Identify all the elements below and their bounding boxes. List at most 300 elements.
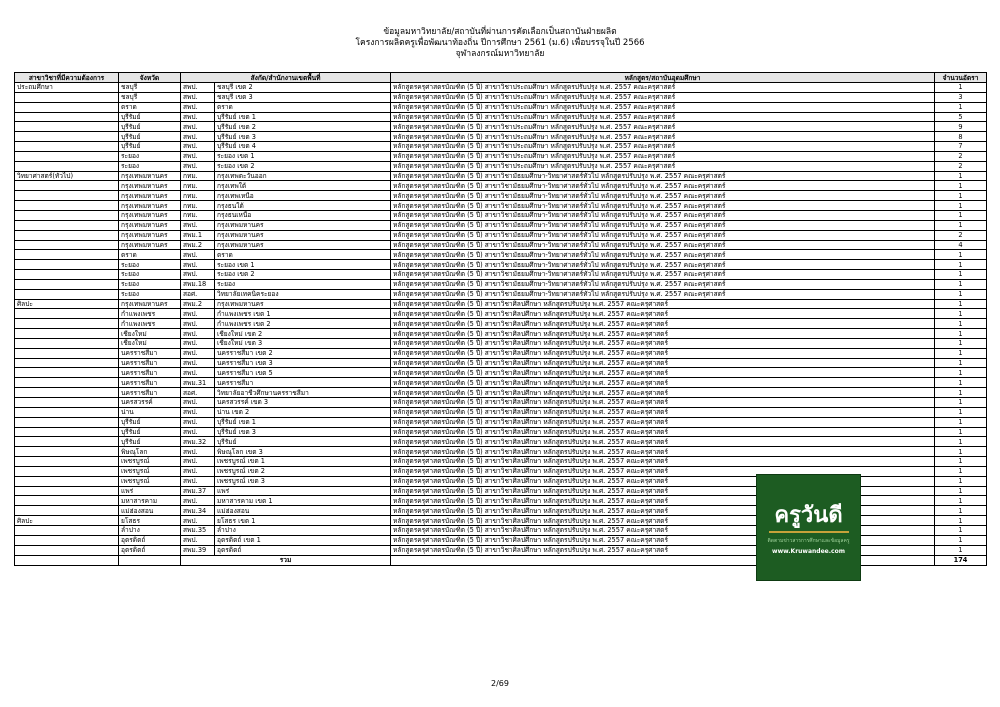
office-code-cell: สพป. xyxy=(181,516,215,526)
table-row xyxy=(15,329,987,339)
table-row xyxy=(15,151,987,161)
major-cell xyxy=(15,447,119,457)
office-code-cell: สพป. xyxy=(181,112,215,122)
major-cell xyxy=(15,476,119,486)
province-cell: แพร่ xyxy=(119,486,181,496)
count-cell: 1 xyxy=(935,417,987,427)
table-row xyxy=(15,319,987,329)
major-cell xyxy=(15,368,119,378)
office-name-cell: นครราชสีมา เขต 2 xyxy=(215,348,391,358)
major-cell xyxy=(15,250,119,260)
province-cell: เพชรบูรณ์ xyxy=(119,457,181,467)
office-code-cell: สอศ. xyxy=(181,388,215,398)
office-code-cell: สพป. xyxy=(181,151,215,161)
province-cell: แม่ฮ่องสอน xyxy=(119,506,181,516)
count-cell: 1 xyxy=(935,191,987,201)
count-cell: 1 xyxy=(935,388,987,398)
count-cell: 1 xyxy=(935,358,987,368)
major-cell xyxy=(15,466,119,476)
count-cell: 1 xyxy=(935,486,987,496)
province-cell: นครราชสีมา xyxy=(119,358,181,368)
table-row xyxy=(15,142,987,152)
province-cell: กรุงเทพมหานคร xyxy=(119,201,181,211)
office-code-cell: กทม. xyxy=(181,171,215,181)
province-cell: นครราชสีมา xyxy=(119,388,181,398)
count-cell: 1 xyxy=(935,102,987,112)
province-cell: กรุงเทพมหานคร xyxy=(119,240,181,250)
header-line-1: ข้อมูลมหาวิทยาลัย/สถาบันที่ผ่านการคัดเลือกเป็นสถาบันฝ่ายผลิต xyxy=(383,27,617,37)
province-cell: กรุงเทพมหานคร xyxy=(119,191,181,201)
office-code-cell: สพม.31 xyxy=(181,378,215,388)
total-value: 174 xyxy=(935,555,987,565)
office-name-cell: นครราชสีมา xyxy=(215,378,391,388)
program-cell: หลักสูตรครุศาสตรบัณฑิต (5 ปี) สาขาวิชาศิลปศึกษา หลักสูตรปรับปรุง พ.ศ. 2557 คณะครุศาสตร์ xyxy=(391,398,935,408)
major-cell xyxy=(15,220,119,230)
count-cell: 2 xyxy=(935,230,987,240)
table-row xyxy=(15,447,987,457)
program-cell: หลักสูตรครุศาสตรบัณฑิต (5 ปี) สาขาวิชาประถมศึกษา หลักสูตรปรับปรุง พ.ศ. 2557 คณะครุศาสตร์ xyxy=(391,102,935,112)
count-cell: 1 xyxy=(935,260,987,270)
major-cell: ประถมศึกษา xyxy=(15,83,119,93)
header-line-2: โครงการผลิตครูเพื่อพัฒนาท้องถิ่น ปีการศึกษา 2561 (ม.6) เพื่อบรรจุในปี 2566 xyxy=(355,38,645,48)
province-cell: นครราชสีมา xyxy=(119,348,181,358)
major-cell xyxy=(15,427,119,437)
province-cell: ระยอง xyxy=(119,260,181,270)
table-row xyxy=(15,338,987,348)
province-cell: ระยอง xyxy=(119,161,181,171)
table-row xyxy=(15,427,987,437)
total-blank-2 xyxy=(119,555,181,565)
office-name-cell: กรุงธนใต้ xyxy=(215,201,391,211)
office-code-cell: กทม. xyxy=(181,210,215,220)
office-code-cell: สพม.2 xyxy=(181,299,215,309)
province-cell: กำแพงเพชร xyxy=(119,309,181,319)
program-cell: หลักสูตรครุศาสตรบัณฑิต (5 ปี) สาขาวิชาศิลปศึกษา หลักสูตรปรับปรุง พ.ศ. 2557 คณะครุศาสตร์ xyxy=(391,319,935,329)
program-cell: หลักสูตรครุศาสตรบัณฑิต (5 ปี) สาขาวิชาศิลปศึกษา หลักสูตรปรับปรุง พ.ศ. 2557 คณะครุศาสตร์ xyxy=(391,545,935,555)
office-name-cell: ระยอง xyxy=(215,279,391,289)
program-cell: หลักสูตรครุศาสตรบัณฑิต (5 ปี) สาขาวิชามัธยมศึกษา-วิทยาศาสตร์ทั่วไป หลักสูตรปรับปรุง พ.ศ. 2557 คณะครุศาสตร์ xyxy=(391,171,935,181)
province-cell: นครราชสีมา xyxy=(119,368,181,378)
major-cell xyxy=(15,161,119,171)
province-cell: ระยอง xyxy=(119,279,181,289)
office-code-cell: สพป. xyxy=(181,260,215,270)
office-name-cell: ชลบุรี เขต 3 xyxy=(215,92,391,102)
program-cell: หลักสูตรครุศาสตรบัณฑิต (5 ปี) สาขาวิชามัธยมศึกษา-วิทยาศาสตร์ทั่วไป หลักสูตรปรับปรุง พ.ศ. 2557 คณะครุศาสตร์ xyxy=(391,250,935,260)
count-cell: 1 xyxy=(935,309,987,319)
province-cell: บุรีรัมย์ xyxy=(119,132,181,142)
table-row xyxy=(15,398,987,408)
count-cell: 1 xyxy=(935,171,987,181)
province-cell: ตราด xyxy=(119,102,181,112)
major-cell xyxy=(15,142,119,152)
office-name-cell: ชลบุรี เขต 2 xyxy=(215,83,391,93)
province-cell: พิษณุโลก xyxy=(119,447,181,457)
table-row xyxy=(15,161,987,171)
table-row xyxy=(15,279,987,289)
office-name-cell: ระยอง เขต 2 xyxy=(215,161,391,171)
major-cell xyxy=(15,201,119,211)
office-name-cell: บุรีรัมย์ เขต 4 xyxy=(215,142,391,152)
total-blank-1 xyxy=(15,555,119,565)
major-cell xyxy=(15,398,119,408)
header-line-3: จุฬาลงกรณ์มหาวิทยาลัย xyxy=(455,49,545,59)
office-name-cell: นครราชสีมา เขต 5 xyxy=(215,368,391,378)
col-header-province: จังหวัด xyxy=(119,73,181,83)
office-code-cell: สพป. xyxy=(181,457,215,467)
major-cell xyxy=(15,437,119,447)
office-name-cell: อุตรดิตถ์ เขต 1 xyxy=(215,535,391,545)
province-cell: เชียงใหม่ xyxy=(119,338,181,348)
table-row xyxy=(15,457,987,467)
office-name-cell: แม่ฮ่องสอน xyxy=(215,506,391,516)
program-cell: หลักสูตรครุศาสตรบัณฑิต (5 ปี) สาขาวิชาศิลปศึกษา หลักสูตรปรับปรุง พ.ศ. 2557 คณะครุศาสตร์ xyxy=(391,466,935,476)
office-code-cell: สพม.35 xyxy=(181,525,215,535)
major-cell xyxy=(15,181,119,191)
major-cell xyxy=(15,388,119,398)
province-cell: อุตรดิตถ์ xyxy=(119,545,181,555)
table-row xyxy=(15,201,987,211)
table-row xyxy=(15,388,987,398)
office-name-cell: บุรีรัมย์ เขต 3 xyxy=(215,132,391,142)
office-name-cell: แพร่ xyxy=(215,486,391,496)
province-cell: บุรีรัมย์ xyxy=(119,112,181,122)
major-cell xyxy=(15,151,119,161)
count-cell: 1 xyxy=(935,201,987,211)
province-cell: ระยอง xyxy=(119,151,181,161)
program-cell: หลักสูตรครุศาสตรบัณฑิต (5 ปี) สาขาวิชาศิลปศึกษา หลักสูตรปรับปรุง พ.ศ. 2557 คณะครุศาสตร์ xyxy=(391,407,935,417)
office-name-cell: บุรีรัมย์ เขต 1 xyxy=(215,417,391,427)
program-cell: หลักสูตรครุศาสตรบัณฑิต (5 ปี) สาขาวิชาศิลปศึกษา หลักสูตรปรับปรุง พ.ศ. 2557 คณะครุศาสตร์ xyxy=(391,417,935,427)
table-row xyxy=(15,220,987,230)
program-cell: หลักสูตรครุศาสตรบัณฑิต (5 ปี) สาขาวิชาประถมศึกษา หลักสูตรปรับปรุง พ.ศ. 2557 คณะครุศาสตร์ xyxy=(391,112,935,122)
program-cell: หลักสูตรครุศาสตรบัณฑิต (5 ปี) สาขาวิชาศิลปศึกษา หลักสูตรปรับปรุง พ.ศ. 2557 คณะครุศาสตร์ xyxy=(391,525,935,535)
office-code-cell: สพม.39 xyxy=(181,545,215,555)
program-cell: หลักสูตรครุศาสตรบัณฑิต (5 ปี) สาขาวิชาศิลปศึกษา หลักสูตรปรับปรุง พ.ศ. 2557 คณะครุศาสตร์ xyxy=(391,476,935,486)
table-row xyxy=(15,171,987,181)
major-cell xyxy=(15,329,119,339)
kruwandee-watermark-logo xyxy=(756,474,861,581)
office-code-cell: สพป. xyxy=(181,535,215,545)
major-cell: ศิลปะ xyxy=(15,299,119,309)
table-row xyxy=(15,230,987,240)
program-cell: หลักสูตรครุศาสตรบัณฑิต (5 ปี) สาขาวิชาศิลปศึกษา หลักสูตรปรับปรุง พ.ศ. 2557 คณะครุศาสตร์ xyxy=(391,388,935,398)
table-row xyxy=(15,92,987,102)
office-code-cell: สพม.18 xyxy=(181,279,215,289)
office-code-cell: สพป. xyxy=(181,92,215,102)
table-row xyxy=(15,407,987,417)
count-cell: 1 xyxy=(935,516,987,526)
major-cell xyxy=(15,191,119,201)
count-cell: 1 xyxy=(935,437,987,447)
office-code-cell: สพป. xyxy=(181,329,215,339)
major-cell xyxy=(15,279,119,289)
major-cell xyxy=(15,378,119,388)
major-cell xyxy=(15,132,119,142)
office-code-cell: กทม. xyxy=(181,201,215,211)
office-name-cell: ยโสธร เขต 1 xyxy=(215,516,391,526)
program-cell: หลักสูตรครุศาสตรบัณฑิต (5 ปี) สาขาวิชาศิลปศึกษา หลักสูตรปรับปรุง พ.ศ. 2557 คณะครุศาสตร์ xyxy=(391,457,935,467)
program-cell: หลักสูตรครุศาสตรบัณฑิต (5 ปี) สาขาวิชาศิลปศึกษา หลักสูตรปรับปรุง พ.ศ. 2557 คณะครุศาสตร์ xyxy=(391,427,935,437)
province-cell: บุรีรัมย์ xyxy=(119,417,181,427)
province-cell: น่าน xyxy=(119,407,181,417)
office-name-cell: ลำปาง xyxy=(215,525,391,535)
count-cell: 1 xyxy=(935,348,987,358)
count-cell: 1 xyxy=(935,319,987,329)
major-cell xyxy=(15,348,119,358)
province-cell: อุตรดิตถ์ xyxy=(119,535,181,545)
watermark-title: ครูวันดี xyxy=(774,503,843,528)
table-row xyxy=(15,270,987,280)
count-cell: 8 xyxy=(935,132,987,142)
table-row xyxy=(15,132,987,142)
program-cell: หลักสูตรครุศาสตรบัณฑิต (5 ปี) สาขาวิชาศิลปศึกษา หลักสูตรปรับปรุง พ.ศ. 2557 คณะครุศาสตร์ xyxy=(391,329,935,339)
count-cell: 7 xyxy=(935,142,987,152)
major-cell xyxy=(15,270,119,280)
program-cell: หลักสูตรครุศาสตรบัณฑิต (5 ปี) สาขาวิชาประถมศึกษา หลักสูตรปรับปรุง พ.ศ. 2557 คณะครุศาสตร์ xyxy=(391,142,935,152)
count-cell: 1 xyxy=(935,496,987,506)
province-cell: ยโสธร xyxy=(119,516,181,526)
count-cell: 9 xyxy=(935,122,987,132)
program-cell: หลักสูตรครุศาสตรบัณฑิต (5 ปี) สาขาวิชาศิลปศึกษา หลักสูตรปรับปรุง พ.ศ. 2557 คณะครุศาสตร์ xyxy=(391,486,935,496)
office-name-cell: ระยอง เขต 2 xyxy=(215,270,391,280)
program-cell: หลักสูตรครุศาสตรบัณฑิต (5 ปี) สาขาวิชาศิลปศึกษา หลักสูตรปรับปรุง พ.ศ. 2557 คณะครุศาสตร์ xyxy=(391,309,935,319)
program-cell: หลักสูตรครุศาสตรบัณฑิต (5 ปี) สาขาวิชาศิลปศึกษา หลักสูตรปรับปรุง พ.ศ. 2557 คณะครุศาสตร์ xyxy=(391,368,935,378)
program-cell: หลักสูตรครุศาสตรบัณฑิต (5 ปี) สาขาวิชามัธยมศึกษา-วิทยาศาสตร์ทั่วไป หลักสูตรปรับปรุง พ.ศ. 2557 คณะครุศาสตร์ xyxy=(391,210,935,220)
office-code-cell: กทม. xyxy=(181,181,215,191)
table-header-row xyxy=(15,73,987,83)
office-name-cell: บุรีรัมย์ เขต 1 xyxy=(215,112,391,122)
program-cell: หลักสูตรครุศาสตรบัณฑิต (5 ปี) สาขาวิชาศิลปศึกษา หลักสูตรปรับปรุง พ.ศ. 2557 คณะครุศาสตร์ xyxy=(391,496,935,506)
program-cell: หลักสูตรครุศาสตรบัณฑิต (5 ปี) สาขาวิชามัธยมศึกษา-วิทยาศาสตร์ทั่วไป หลักสูตรปรับปรุง พ.ศ. 2557 คณะครุศาสตร์ xyxy=(391,181,935,191)
program-cell: หลักสูตรครุศาสตรบัณฑิต (5 ปี) สาขาวิชาศิลปศึกษา หลักสูตรปรับปรุง พ.ศ. 2557 คณะครุศาสตร์ xyxy=(391,447,935,457)
program-cell: หลักสูตรครุศาสตรบัณฑิต (5 ปี) สาขาวิชาประถมศึกษา หลักสูตรปรับปรุง พ.ศ. 2557 คณะครุศาสตร์ xyxy=(391,132,935,142)
province-cell: ตราด xyxy=(119,250,181,260)
count-cell: 3 xyxy=(935,92,987,102)
count-cell: 1 xyxy=(935,368,987,378)
office-code-cell: สพป. xyxy=(181,132,215,142)
table-row xyxy=(15,112,987,122)
office-code-cell: สพม.1 xyxy=(181,230,215,240)
program-cell: หลักสูตรครุศาสตรบัณฑิต (5 ปี) สาขาวิชามัธยมศึกษา-วิทยาศาสตร์ทั่วไป หลักสูตรปรับปรุง พ.ศ. 2557 คณะครุศาสตร์ xyxy=(391,220,935,230)
province-cell: กรุงเทพมหานคร xyxy=(119,299,181,309)
major-cell xyxy=(15,102,119,112)
program-cell: หลักสูตรครุศาสตรบัณฑิต (5 ปี) สาขาวิชามัธยมศึกษา-วิทยาศาสตร์ทั่วไป หลักสูตรปรับปรุง พ.ศ. 2557 คณะครุศาสตร์ xyxy=(391,260,935,270)
program-cell: หลักสูตรครุศาสตรบัณฑิต (5 ปี) สาขาวิชามัธยมศึกษา-วิทยาศาสตร์ทั่วไป หลักสูตรปรับปรุง พ.ศ. 2557 คณะครุศาสตร์ xyxy=(391,279,935,289)
program-cell: หลักสูตรครุศาสตรบัณฑิต (5 ปี) สาขาวิชาประถมศึกษา หลักสูตรปรับปรุง พ.ศ. 2557 คณะครุศาสตร์ xyxy=(391,151,935,161)
major-cell xyxy=(15,457,119,467)
office-name-cell: เพชรบูรณ์ เขต 1 xyxy=(215,457,391,467)
count-cell: 1 xyxy=(935,250,987,260)
office-code-cell: สพม.2 xyxy=(181,240,215,250)
office-code-cell: สพป. xyxy=(181,83,215,93)
major-cell xyxy=(15,358,119,368)
province-cell: กรุงเทพมหานคร xyxy=(119,220,181,230)
table-row xyxy=(15,437,987,447)
table-row xyxy=(15,358,987,368)
office-code-cell: สพป. xyxy=(181,161,215,171)
document-header xyxy=(0,27,1000,60)
province-cell: กรุงเทพมหานคร xyxy=(119,230,181,240)
program-cell: หลักสูตรครุศาสตรบัณฑิต (5 ปี) สาขาวิชามัธยมศึกษา-วิทยาศาสตร์ทั่วไป หลักสูตรปรับปรุง พ.ศ. 2557 คณะครุศาสตร์ xyxy=(391,230,935,240)
count-cell: 1 xyxy=(935,457,987,467)
office-name-cell: กำแพงเพชร เขต 1 xyxy=(215,309,391,319)
office-name-cell: มหาสารคาม เขต 1 xyxy=(215,496,391,506)
count-cell: 1 xyxy=(935,398,987,408)
count-cell: 1 xyxy=(935,476,987,486)
office-code-cell: สพป. xyxy=(181,319,215,329)
table-row xyxy=(15,289,987,299)
major-cell xyxy=(15,407,119,417)
office-code-cell: สพป. xyxy=(181,407,215,417)
office-name-cell: บุรีรัมย์ เขต 3 xyxy=(215,427,391,437)
office-code-cell: สพป. xyxy=(181,338,215,348)
office-code-cell: สพป. xyxy=(181,417,215,427)
count-cell: 1 xyxy=(935,338,987,348)
office-name-cell: กรุงเทพมหานคร xyxy=(215,230,391,240)
major-cell xyxy=(15,260,119,270)
province-cell: มหาสารคาม xyxy=(119,496,181,506)
office-name-cell: ระยอง เขต 1 xyxy=(215,260,391,270)
col-header-program: หลักสูตร/สถาบันอุดมศึกษา xyxy=(391,73,935,83)
office-name-cell: กรุงเทพมหานคร xyxy=(215,220,391,230)
program-cell: หลักสูตรครุศาสตรบัณฑิต (5 ปี) สาขาวิชาศิลปศึกษา หลักสูตรปรับปรุง พ.ศ. 2557 คณะครุศาสตร์ xyxy=(391,358,935,368)
office-name-cell: นครราชสีมา เขต 3 xyxy=(215,358,391,368)
office-code-cell: สพป. xyxy=(181,476,215,486)
program-cell: หลักสูตรครุศาสตรบัณฑิต (5 ปี) สาขาวิชาศิลปศึกษา หลักสูตรปรับปรุง พ.ศ. 2557 คณะครุศาสตร์ xyxy=(391,348,935,358)
office-name-cell: วิทยาลัยอาชีวศึกษานครราชสีมา xyxy=(215,388,391,398)
program-cell: หลักสูตรครุศาสตรบัณฑิต (5 ปี) สาขาวิชาประถมศึกษา หลักสูตรปรับปรุง พ.ศ. 2557 คณะครุศาสตร์ xyxy=(391,92,935,102)
table-row xyxy=(15,378,987,388)
province-cell: ลำปาง xyxy=(119,525,181,535)
program-cell: หลักสูตรครุศาสตรบัณฑิต (5 ปี) สาขาวิชามัธยมศึกษา-วิทยาศาสตร์ทั่วไป หลักสูตรปรับปรุง พ.ศ. 2557 คณะครุศาสตร์ xyxy=(391,191,935,201)
office-code-cell: สพม.32 xyxy=(181,437,215,447)
province-cell: เพชรบูรณ์ xyxy=(119,466,181,476)
major-cell xyxy=(15,112,119,122)
watermark-divider xyxy=(769,531,849,533)
office-name-cell: นครสวรรค์ เขต 3 xyxy=(215,398,391,408)
province-cell: กรุงเทพมหานคร xyxy=(119,210,181,220)
office-code-cell: สพป. xyxy=(181,358,215,368)
program-cell: หลักสูตรครุศาสตรบัณฑิต (5 ปี) สาขาวิชามัธยมศึกษา-วิทยาศาสตร์ทั่วไป หลักสูตรปรับปรุง พ.ศ. 2557 คณะครุศาสตร์ xyxy=(391,270,935,280)
col-header-major: สาขาวิชาที่มีความต้องการ xyxy=(15,73,119,83)
office-name-cell: วิทยาลัยเทคนิคระยอง xyxy=(215,289,391,299)
table-row xyxy=(15,368,987,378)
major-cell xyxy=(15,506,119,516)
watermark-tagline: ติดตามข่าวสารการศึกษาและข้อมูลครู xyxy=(767,538,850,544)
count-cell: 1 xyxy=(935,270,987,280)
office-name-cell: บุรีรัมย์ เขต 2 xyxy=(215,122,391,132)
count-cell: 1 xyxy=(935,506,987,516)
major-cell xyxy=(15,309,119,319)
table-row xyxy=(15,191,987,201)
office-code-cell: สพป. xyxy=(181,496,215,506)
col-header-count: จำนวนอัตรา xyxy=(935,73,987,83)
office-code-cell: สพป. xyxy=(181,368,215,378)
province-cell: ชลบุรี xyxy=(119,92,181,102)
province-cell: นครสวรรค์ xyxy=(119,398,181,408)
office-name-cell: กำแพงเพชร เขต 2 xyxy=(215,319,391,329)
province-cell: บุรีรัมย์ xyxy=(119,437,181,447)
count-cell: 1 xyxy=(935,329,987,339)
major-cell: ศิลปะ xyxy=(15,516,119,526)
office-name-cell: บุรีรัมย์ xyxy=(215,437,391,447)
count-cell: 1 xyxy=(935,299,987,309)
table-row xyxy=(15,102,987,112)
office-name-cell: เพชรบูรณ์ เขต 2 xyxy=(215,466,391,476)
province-cell: เพชรบูรณ์ xyxy=(119,476,181,486)
office-name-cell: ตราด xyxy=(215,250,391,260)
count-cell: 1 xyxy=(935,535,987,545)
table-row xyxy=(15,122,987,132)
count-cell: 2 xyxy=(935,151,987,161)
province-cell: บุรีรัมย์ xyxy=(119,142,181,152)
office-name-cell: กรุงเทพเหนือ xyxy=(215,191,391,201)
major-cell xyxy=(15,545,119,555)
count-cell: 1 xyxy=(935,378,987,388)
count-cell: 1 xyxy=(935,289,987,299)
table-row xyxy=(15,348,987,358)
program-cell: หลักสูตรครุศาสตรบัณฑิต (5 ปี) สาขาวิชาประถมศึกษา หลักสูตรปรับปรุง พ.ศ. 2557 คณะครุศาสตร์ xyxy=(391,161,935,171)
count-cell: 1 xyxy=(935,181,987,191)
office-name-cell: กรุงเทพตะวันออก xyxy=(215,171,391,181)
table-row xyxy=(15,83,987,93)
office-code-cell: สพป. xyxy=(181,398,215,408)
program-cell: หลักสูตรครุศาสตรบัณฑิต (5 ปี) สาขาวิชาศิลปศึกษา หลักสูตรปรับปรุง พ.ศ. 2557 คณะครุศาสตร์ xyxy=(391,437,935,447)
table-row xyxy=(15,250,987,260)
count-cell: 1 xyxy=(935,545,987,555)
count-cell: 2 xyxy=(935,161,987,171)
office-code-cell: สพป. xyxy=(181,220,215,230)
table-row xyxy=(15,299,987,309)
table-row xyxy=(15,210,987,220)
major-cell xyxy=(15,525,119,535)
office-name-cell: ตราด xyxy=(215,102,391,112)
office-code-cell: สพป. xyxy=(181,348,215,358)
table-row xyxy=(15,417,987,427)
program-cell: หลักสูตรครุศาสตรบัณฑิต (5 ปี) สาขาวิชาศิลปศึกษา หลักสูตรปรับปรุง พ.ศ. 2557 คณะครุศาสตร์ xyxy=(391,338,935,348)
office-code-cell: สพม.34 xyxy=(181,506,215,516)
count-cell: 4 xyxy=(935,240,987,250)
office-code-cell: สพป. xyxy=(181,102,215,112)
office-name-cell: กรุงธนเหนือ xyxy=(215,210,391,220)
major-cell xyxy=(15,230,119,240)
office-code-cell: กทม. xyxy=(181,191,215,201)
count-cell: 1 xyxy=(935,427,987,437)
province-cell: บุรีรัมย์ xyxy=(119,122,181,132)
major-cell xyxy=(15,240,119,250)
province-cell: กรุงเทพมหานคร xyxy=(119,171,181,181)
major-cell xyxy=(15,535,119,545)
office-name-cell: เพชรบูรณ์ เขต 3 xyxy=(215,476,391,486)
count-cell: 1 xyxy=(935,83,987,93)
program-cell: หลักสูตรครุศาสตรบัณฑิต (5 ปี) สาขาวิชาศิลปศึกษา หลักสูตรปรับปรุง พ.ศ. 2557 คณะครุศาสตร์ xyxy=(391,535,935,545)
program-cell: หลักสูตรครุศาสตรบัณฑิต (5 ปี) สาขาวิชาศิลปศึกษา หลักสูตรปรับปรุง พ.ศ. 2557 คณะครุศาสตร์ xyxy=(391,378,935,388)
major-cell xyxy=(15,338,119,348)
table-row xyxy=(15,240,987,250)
program-cell: หลักสูตรครุศาสตรบัณฑิต (5 ปี) สาขาวิชามัธยมศึกษา-วิทยาศาสตร์ทั่วไป หลักสูตรปรับปรุง พ.ศ. 2557 คณะครุศาสตร์ xyxy=(391,289,935,299)
major-cell: วิทยาศาสตร์(ทั่วไป) xyxy=(15,171,119,181)
table-row xyxy=(15,260,987,270)
office-code-cell: สพป. xyxy=(181,122,215,132)
office-code-cell: สพม.37 xyxy=(181,486,215,496)
office-code-cell: สพป. xyxy=(181,142,215,152)
major-cell xyxy=(15,289,119,299)
province-cell: เชียงใหม่ xyxy=(119,329,181,339)
office-name-cell: น่าน เขต 2 xyxy=(215,407,391,417)
watermark-url: www.Kruwandee.com xyxy=(772,548,845,555)
page-number: 2/69 xyxy=(491,679,509,688)
count-cell: 1 xyxy=(935,525,987,535)
